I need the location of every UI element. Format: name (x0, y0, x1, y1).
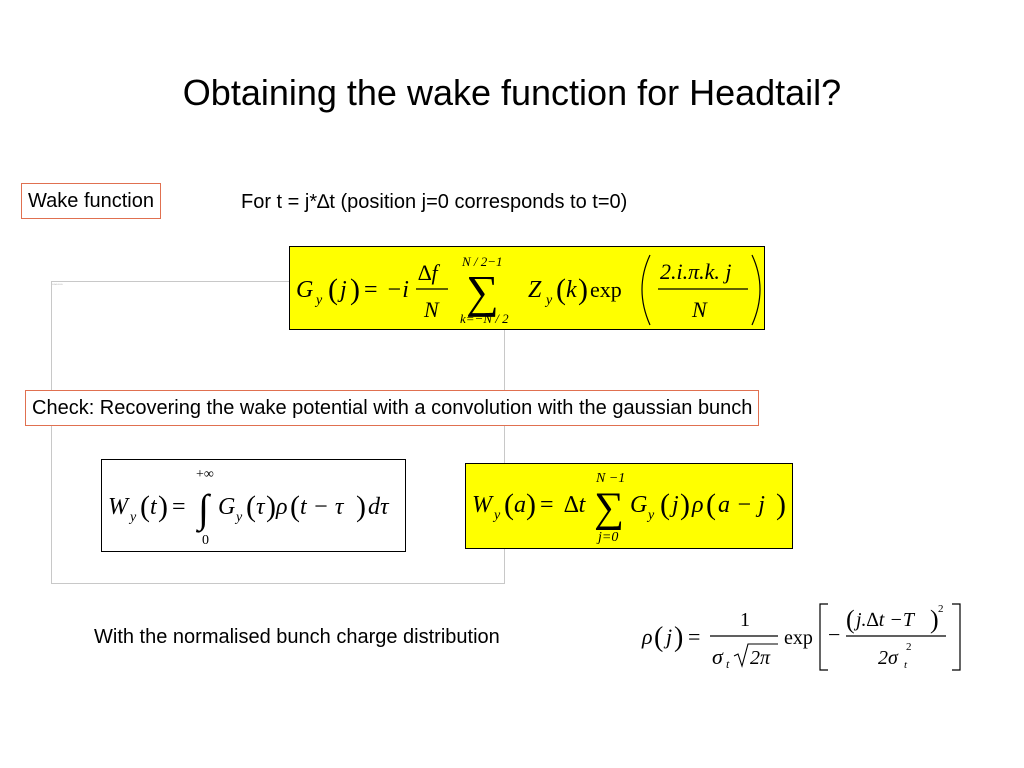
eq-wake-paren-r2: ) (578, 273, 588, 306)
eq-disc-paren-l: ( (504, 488, 514, 521)
eq-disc-rho: ρ (692, 492, 704, 518)
eq-disc-sigma: ∑ (594, 485, 624, 531)
eq-wake-frac-num: ∆f (418, 260, 438, 285)
eq-cont-integral: ∫ (198, 486, 209, 531)
embedded-object-icon: ▫▫▫▫▫▫ (52, 282, 63, 288)
eq-wake-paren-l2: ( (556, 273, 566, 306)
wake-function-equation (289, 246, 765, 330)
eq-disc-g-arg: j (672, 492, 679, 518)
eq-cont-paren-r2: ) (266, 490, 276, 523)
eq-wake-term-arg: k (566, 277, 577, 303)
eq-wake-sum-upper: N / 2−1 (462, 254, 503, 269)
eq-wake-lhs-arg: j (340, 277, 347, 303)
eq-disc-paren-r3: ) (776, 488, 786, 521)
eq-cont-rho-arg: t − τ (300, 494, 344, 520)
eq-cont-paren-l3: ( (290, 490, 300, 523)
eq-wake-lhs: G (296, 277, 314, 303)
eq-charge-paren-r2: ) (930, 605, 939, 634)
eq-wake-exp-num: 2.i.π.k. j (660, 259, 732, 284)
eq-wake-sigma: ∑ (466, 266, 499, 317)
eq-wake-lhs-sub: y (316, 293, 323, 308)
eq-disc-paren-l3: ( (706, 488, 716, 521)
eq-charge-den-2: 2σ (878, 647, 898, 669)
eq-wake-exp-den: N (692, 297, 707, 322)
charge-distribution-equation (640, 600, 970, 676)
eq-disc-g-sub: y (648, 508, 655, 523)
eq-cont-lhs: W (108, 494, 128, 520)
eq-charge-exp: exp (784, 627, 813, 649)
eq-wake-equals: = (364, 277, 378, 303)
eq-cont-d: dτ (368, 494, 389, 520)
eq-charge-equals: = (688, 624, 701, 649)
eq-charge-paren-l: ( (654, 622, 664, 653)
eq-charge-num-pow: 2 (938, 603, 944, 615)
check-label: Check: Recovering the wake potential with a convolution with the gaussian bunch (25, 390, 759, 426)
eq-disc-sum-upper: N −1 (596, 471, 626, 486)
eq-wake-paren-l: ( (328, 273, 338, 306)
eq-charge-paren-r: ) (674, 622, 684, 653)
eq-disc-lhs: W (472, 492, 492, 518)
continuous-convolution-equation (101, 459, 406, 552)
eq-disc-paren-r2: ) (680, 488, 690, 521)
eq-cont-equals: = (172, 494, 186, 520)
wake-function-label: Wake function (21, 183, 161, 219)
eq-cont-paren-r3: ) (356, 490, 366, 523)
eq-disc-sum-lower: j=0 (598, 530, 619, 545)
eq-cont-lhs-arg: t (150, 494, 157, 520)
eq-cont-paren-l: ( (140, 490, 150, 523)
eq-charge-paren-l2: ( (846, 605, 855, 634)
eq-charge-num: j.∆t −T (856, 609, 914, 631)
eq-disc-dt: ∆t (564, 492, 586, 518)
eq-wake-paren-r: ) (350, 273, 360, 306)
eq-disc-lhs-arg: a (514, 492, 526, 518)
eq-charge-den-sigma: σ (712, 644, 723, 669)
eq-charge-den-sub: t (904, 659, 908, 671)
eq-charge-lhs-arg: j (666, 624, 673, 649)
eq-cont-g-arg: τ (256, 494, 265, 520)
eq-cont-paren-r: ) (158, 490, 168, 523)
eq-cont-g-sub: y (236, 510, 243, 525)
eq-charge-den-pow: 2 (906, 641, 912, 653)
charge-distribution-label: With the normalised bunch charge distribution (94, 626, 500, 648)
eq-charge-frac-num: 1 (740, 609, 750, 631)
eq-cont-rho: ρ (276, 494, 288, 520)
eq-disc-lhs-sub: y (494, 508, 501, 523)
eq-disc-paren-l2: ( (660, 488, 670, 521)
eq-wake-term-sub: y (546, 293, 553, 308)
eq-wake-exp: exp (590, 277, 622, 302)
eq-disc-equals: = (540, 492, 554, 518)
discrete-convolution-equation (465, 463, 793, 549)
eq-wake-frac-den: N (424, 297, 439, 322)
eq-cont-lhs-sub: y (130, 510, 137, 525)
eq-cont-g: G (218, 494, 236, 520)
eq-charge-den-sqrt: 2π (750, 647, 771, 669)
page-title: Obtaining the wake function for Headtail? (182, 72, 842, 113)
eq-wake-term: Z (528, 277, 542, 303)
eq-disc-g: G (630, 492, 648, 518)
eq-wake-sum-lower: k=−N / 2 (460, 311, 509, 326)
eq-charge-den-sigma-sub: t (726, 657, 730, 671)
wake-function-description: For t = j*∆t (position j=0 corresponds to t=0) (241, 191, 628, 213)
eq-disc-paren-r: ) (526, 488, 536, 521)
eq-cont-int-lower: 0 (202, 533, 209, 548)
eq-disc-rho-arg: a − j (718, 492, 765, 518)
eq-charge-minus: − (828, 622, 841, 647)
eq-cont-paren-l2: ( (246, 490, 256, 523)
eq-charge-lhs: ρ (642, 624, 653, 649)
eq-wake-minus-i: −i (386, 277, 409, 303)
eq-cont-int-upper: +∞ (196, 467, 214, 482)
